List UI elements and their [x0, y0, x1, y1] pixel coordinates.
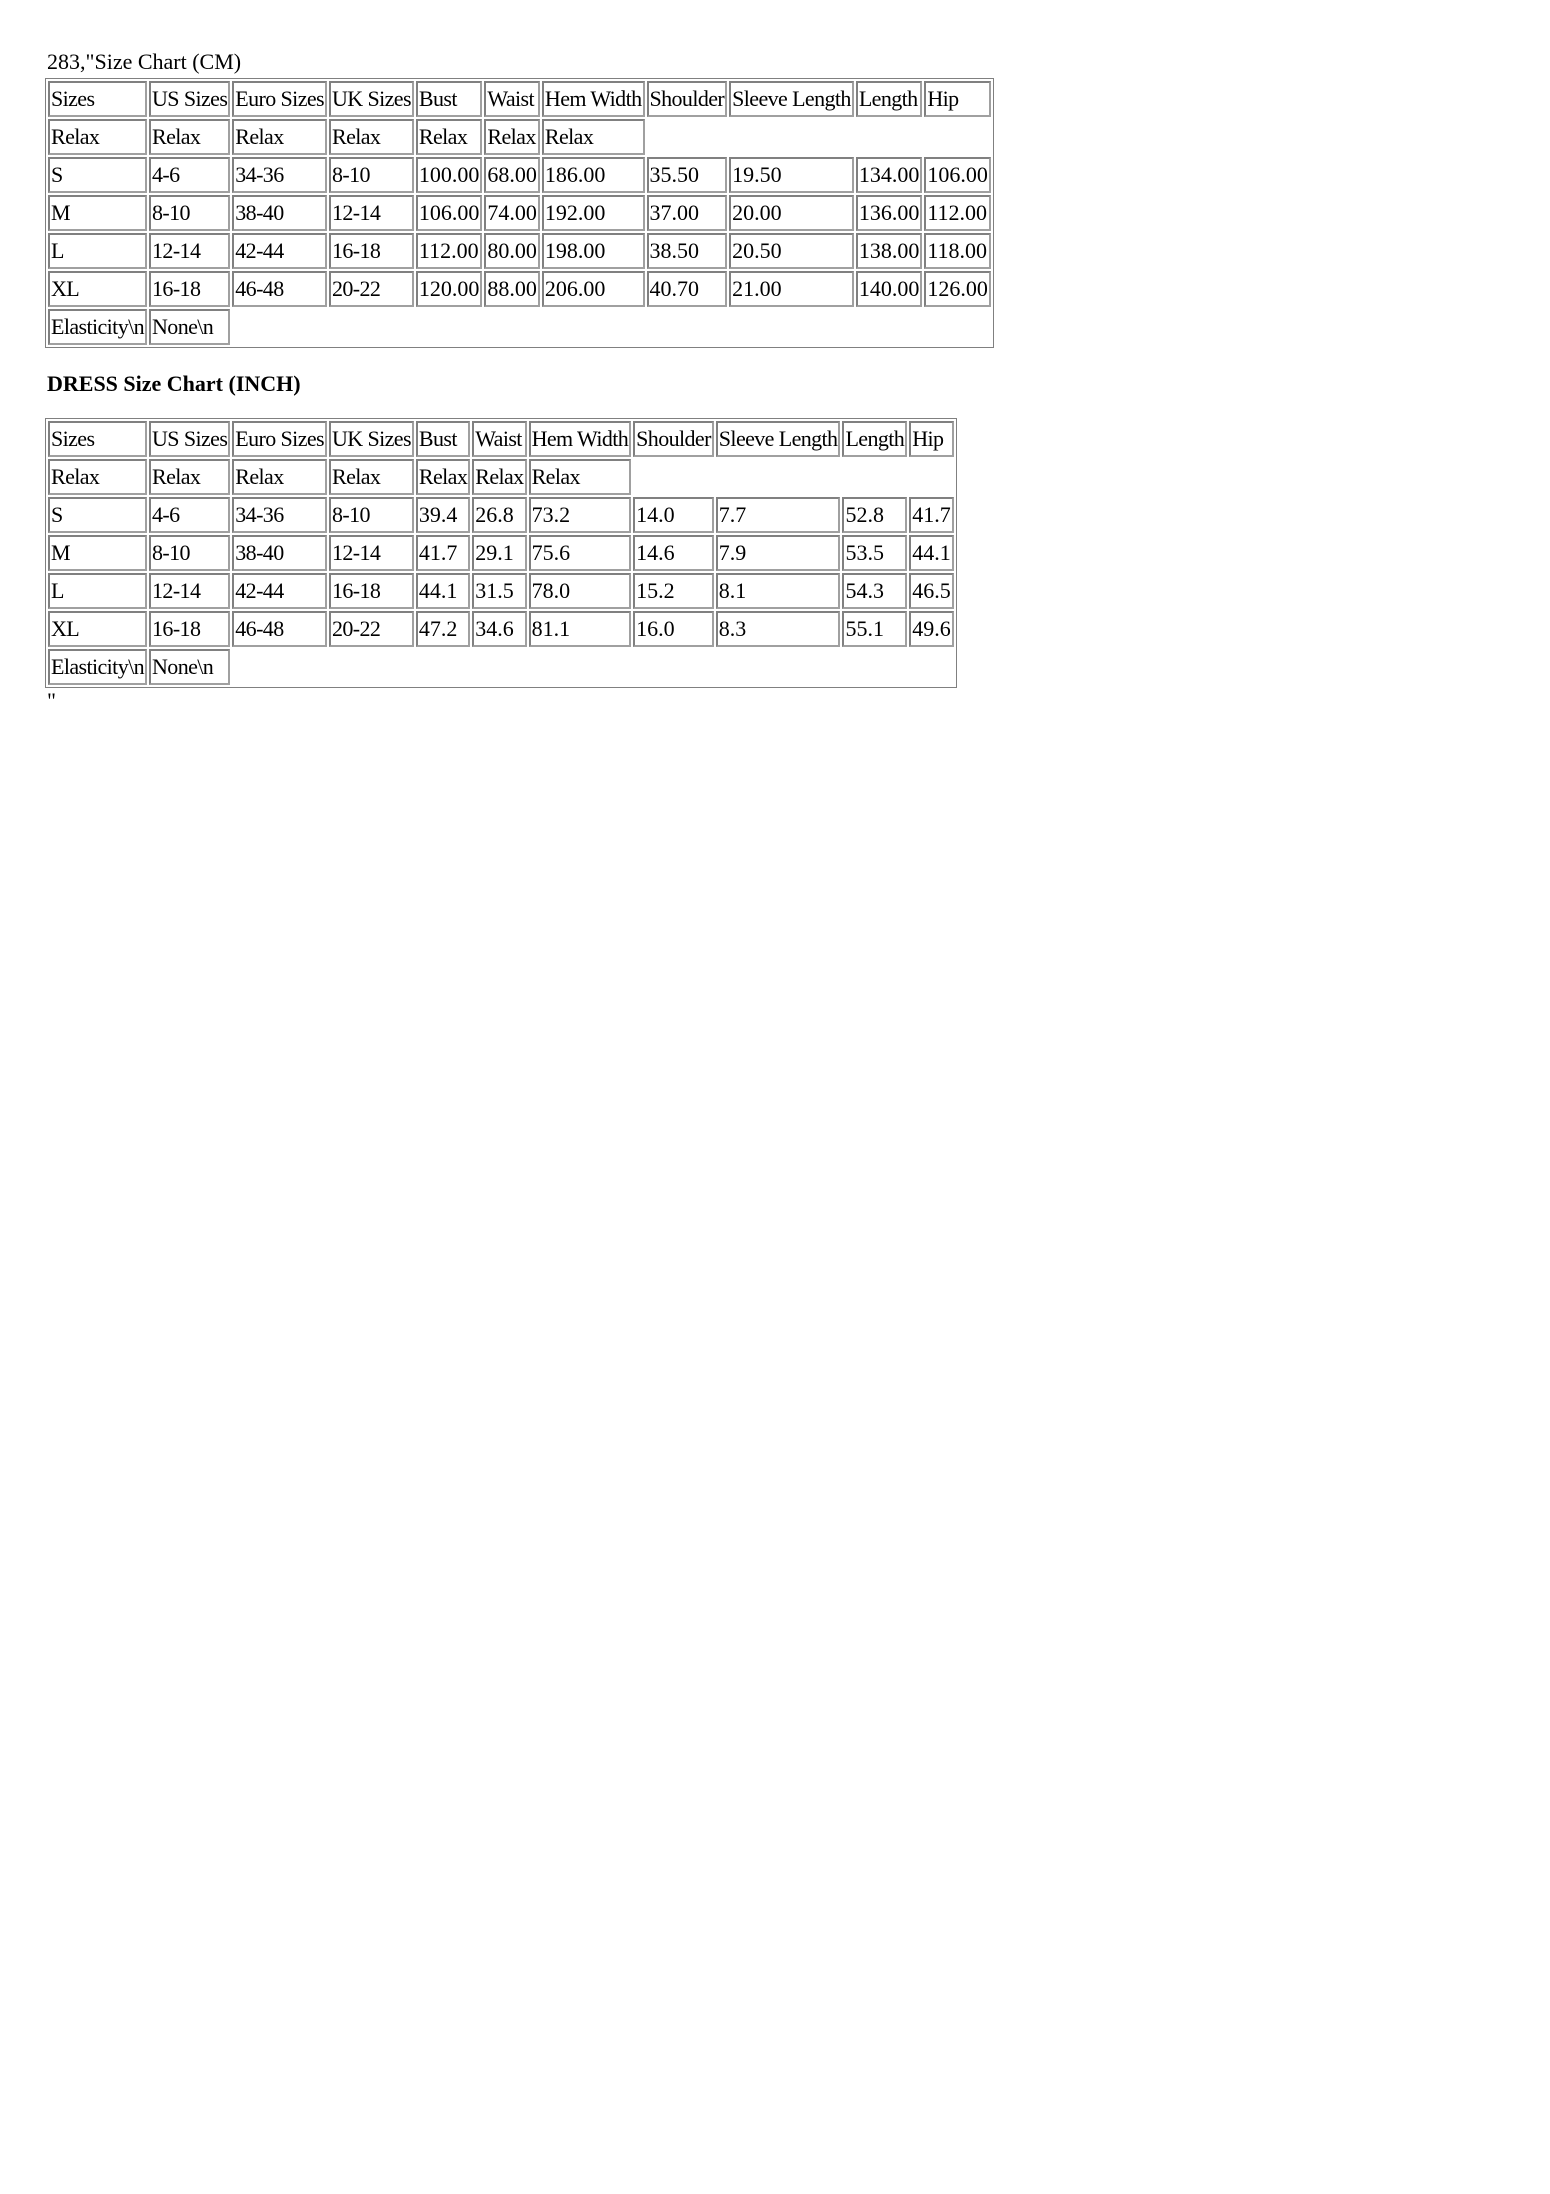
table-cell: 49.6	[909, 611, 954, 647]
table-cell: 16-18	[149, 271, 230, 307]
cm-size-table	[45, 78, 994, 348]
table-cell: 106.00	[924, 157, 991, 193]
column-header: Length	[856, 81, 923, 117]
column-header: Length	[842, 421, 907, 457]
relax-cell: Relax	[529, 459, 632, 495]
table-cell: 16-18	[329, 573, 414, 609]
table-cell: 12-14	[149, 573, 230, 609]
table-cell: XL	[48, 611, 147, 647]
table-cell: L	[48, 573, 147, 609]
relax-row	[48, 459, 954, 495]
column-header: Hem Width	[542, 81, 645, 117]
cm-chart-header: 283,"Size Chart (CM)	[47, 49, 242, 74]
elasticity-row	[48, 649, 954, 685]
table-cell: 20-22	[329, 271, 414, 307]
table-cell: 38-40	[232, 535, 327, 571]
table-cell: 134.00	[856, 157, 923, 193]
table-cell: 34-36	[232, 157, 327, 193]
column-header: Waist	[484, 81, 540, 117]
column-header: UK Sizes	[329, 421, 414, 457]
column-header: Shoulder	[647, 81, 728, 117]
table-cell: 21.00	[729, 271, 854, 307]
table-cell: 46.5	[909, 573, 954, 609]
table-cell: 38.50	[647, 233, 728, 269]
elasticity-row	[48, 309, 991, 345]
table-row	[48, 157, 991, 193]
table-cell: 112.00	[416, 233, 483, 269]
table-cell: 138.00	[856, 233, 923, 269]
table-cell: 68.00	[484, 157, 540, 193]
table-cell: 120.00	[416, 271, 483, 307]
empty-cell	[232, 649, 953, 685]
table-cell: 16-18	[329, 233, 414, 269]
table-cell: 126.00	[924, 271, 991, 307]
table-cell: 80.00	[484, 233, 540, 269]
column-header: Shoulder	[633, 421, 714, 457]
header-row	[48, 81, 991, 117]
relax-cell: Relax	[48, 119, 147, 155]
table-row	[48, 271, 991, 307]
document-body	[47, 48, 994, 712]
table-cell: 31.5	[472, 573, 526, 609]
relax-cell: Relax	[149, 119, 230, 155]
table-cell: 47.2	[416, 611, 470, 647]
table-cell: 186.00	[542, 157, 645, 193]
table-cell: 42-44	[232, 573, 327, 609]
table-cell: 20.50	[729, 233, 854, 269]
table-row	[48, 611, 954, 647]
table-cell: 8-10	[149, 535, 230, 571]
table-cell: 19.50	[729, 157, 854, 193]
empty-cell	[633, 459, 954, 495]
table-cell: 136.00	[856, 195, 923, 231]
table-cell: M	[48, 195, 147, 231]
column-header: Euro Sizes	[232, 421, 327, 457]
table-cell: 73.2	[529, 497, 632, 533]
table-cell: 39.4	[416, 497, 470, 533]
table-cell: 78.0	[529, 573, 632, 609]
table-cell: 7.7	[716, 497, 841, 533]
column-header: Bust	[416, 81, 483, 117]
table-cell: 7.9	[716, 535, 841, 571]
table-cell: 12-14	[329, 195, 414, 231]
relax-cell: Relax	[329, 459, 414, 495]
cm-size-chart	[47, 78, 994, 348]
table-cell: 34.6	[472, 611, 526, 647]
relax-cell: Relax	[329, 119, 414, 155]
table-row	[48, 497, 954, 533]
table-cell: 20.00	[729, 195, 854, 231]
table-cell: 12-14	[329, 535, 414, 571]
table-cell: 106.00	[416, 195, 483, 231]
table-cell: 14.0	[633, 497, 714, 533]
table-cell: 41.7	[909, 497, 954, 533]
column-header: Sizes	[48, 81, 147, 117]
table-cell: 8-10	[329, 157, 414, 193]
table-cell: 40.70	[647, 271, 728, 307]
empty-cell	[232, 309, 991, 345]
table-cell: 41.7	[416, 535, 470, 571]
relax-cell: Relax	[149, 459, 230, 495]
relax-cell: Relax	[484, 119, 540, 155]
relax-row	[48, 119, 991, 155]
closing-quote: "	[47, 688, 56, 713]
table-cell: 8-10	[329, 497, 414, 533]
column-header: Sleeve Length	[716, 421, 841, 457]
table-cell: 46-48	[232, 611, 327, 647]
inch-size-chart	[47, 418, 994, 688]
table-cell: 4-6	[149, 157, 230, 193]
table-cell: M	[48, 535, 147, 571]
table-row	[48, 233, 991, 269]
table-cell: 8.1	[716, 573, 841, 609]
table-cell: 55.1	[842, 611, 907, 647]
table-cell: 4-6	[149, 497, 230, 533]
column-header: US Sizes	[149, 421, 230, 457]
column-header: Sleeve Length	[729, 81, 854, 117]
column-header: UK Sizes	[329, 81, 414, 117]
table-cell: 8.3	[716, 611, 841, 647]
table-cell: 29.1	[472, 535, 526, 571]
table-row	[48, 195, 991, 231]
column-header: Euro Sizes	[232, 81, 327, 117]
inch-chart-title: DRESS Size Chart (INCH)	[47, 371, 301, 396]
table-cell: 81.1	[529, 611, 632, 647]
table-cell: 15.2	[633, 573, 714, 609]
column-header: Hip	[909, 421, 954, 457]
table-cell: L	[48, 233, 147, 269]
table-cell: 26.8	[472, 497, 526, 533]
table-cell: 54.3	[842, 573, 907, 609]
table-cell: 37.00	[647, 195, 728, 231]
column-header: Sizes	[48, 421, 147, 457]
table-cell: 118.00	[924, 233, 991, 269]
table-cell: 74.00	[484, 195, 540, 231]
table-cell: 35.50	[647, 157, 728, 193]
relax-cell: Relax	[542, 119, 645, 155]
table-cell: 100.00	[416, 157, 483, 193]
table-cell: 75.6	[529, 535, 632, 571]
relax-cell: Relax	[232, 119, 327, 155]
table-cell: 192.00	[542, 195, 645, 231]
column-header: Bust	[416, 421, 470, 457]
table-cell: 20-22	[329, 611, 414, 647]
column-header: US Sizes	[149, 81, 230, 117]
column-header: Hip	[924, 81, 991, 117]
elasticity-cell: Elasticity\n	[48, 649, 147, 685]
table-cell: 44.1	[416, 573, 470, 609]
table-cell: S	[48, 497, 147, 533]
table-cell: 14.6	[633, 535, 714, 571]
elasticity-cell: Elasticity\n	[48, 309, 147, 345]
table-cell: 88.00	[484, 271, 540, 307]
empty-cell	[647, 119, 991, 155]
table-cell: 34-36	[232, 497, 327, 533]
inch-size-table	[45, 418, 957, 688]
relax-cell: Relax	[416, 119, 483, 155]
table-cell: 140.00	[856, 271, 923, 307]
relax-cell: Relax	[48, 459, 147, 495]
elasticity-cell: None\n	[149, 309, 230, 345]
table-cell: 16.0	[633, 611, 714, 647]
table-cell: 16-18	[149, 611, 230, 647]
table-cell: 46-48	[232, 271, 327, 307]
table-cell: 112.00	[924, 195, 991, 231]
table-cell: S	[48, 157, 147, 193]
column-header: Hem Width	[529, 421, 632, 457]
table-row	[48, 535, 954, 571]
table-row	[48, 573, 954, 609]
relax-cell: Relax	[472, 459, 526, 495]
relax-cell: Relax	[232, 459, 327, 495]
table-cell: 38-40	[232, 195, 327, 231]
table-cell: 42-44	[232, 233, 327, 269]
elasticity-cell: None\n	[149, 649, 230, 685]
table-cell: 52.8	[842, 497, 907, 533]
table-cell: 12-14	[149, 233, 230, 269]
table-cell: 206.00	[542, 271, 645, 307]
table-cell: XL	[48, 271, 147, 307]
table-cell: 8-10	[149, 195, 230, 231]
header-row	[48, 421, 954, 457]
table-cell: 198.00	[542, 233, 645, 269]
relax-cell: Relax	[416, 459, 470, 495]
table-cell: 44.1	[909, 535, 954, 571]
column-header: Waist	[472, 421, 526, 457]
table-cell: 53.5	[842, 535, 907, 571]
